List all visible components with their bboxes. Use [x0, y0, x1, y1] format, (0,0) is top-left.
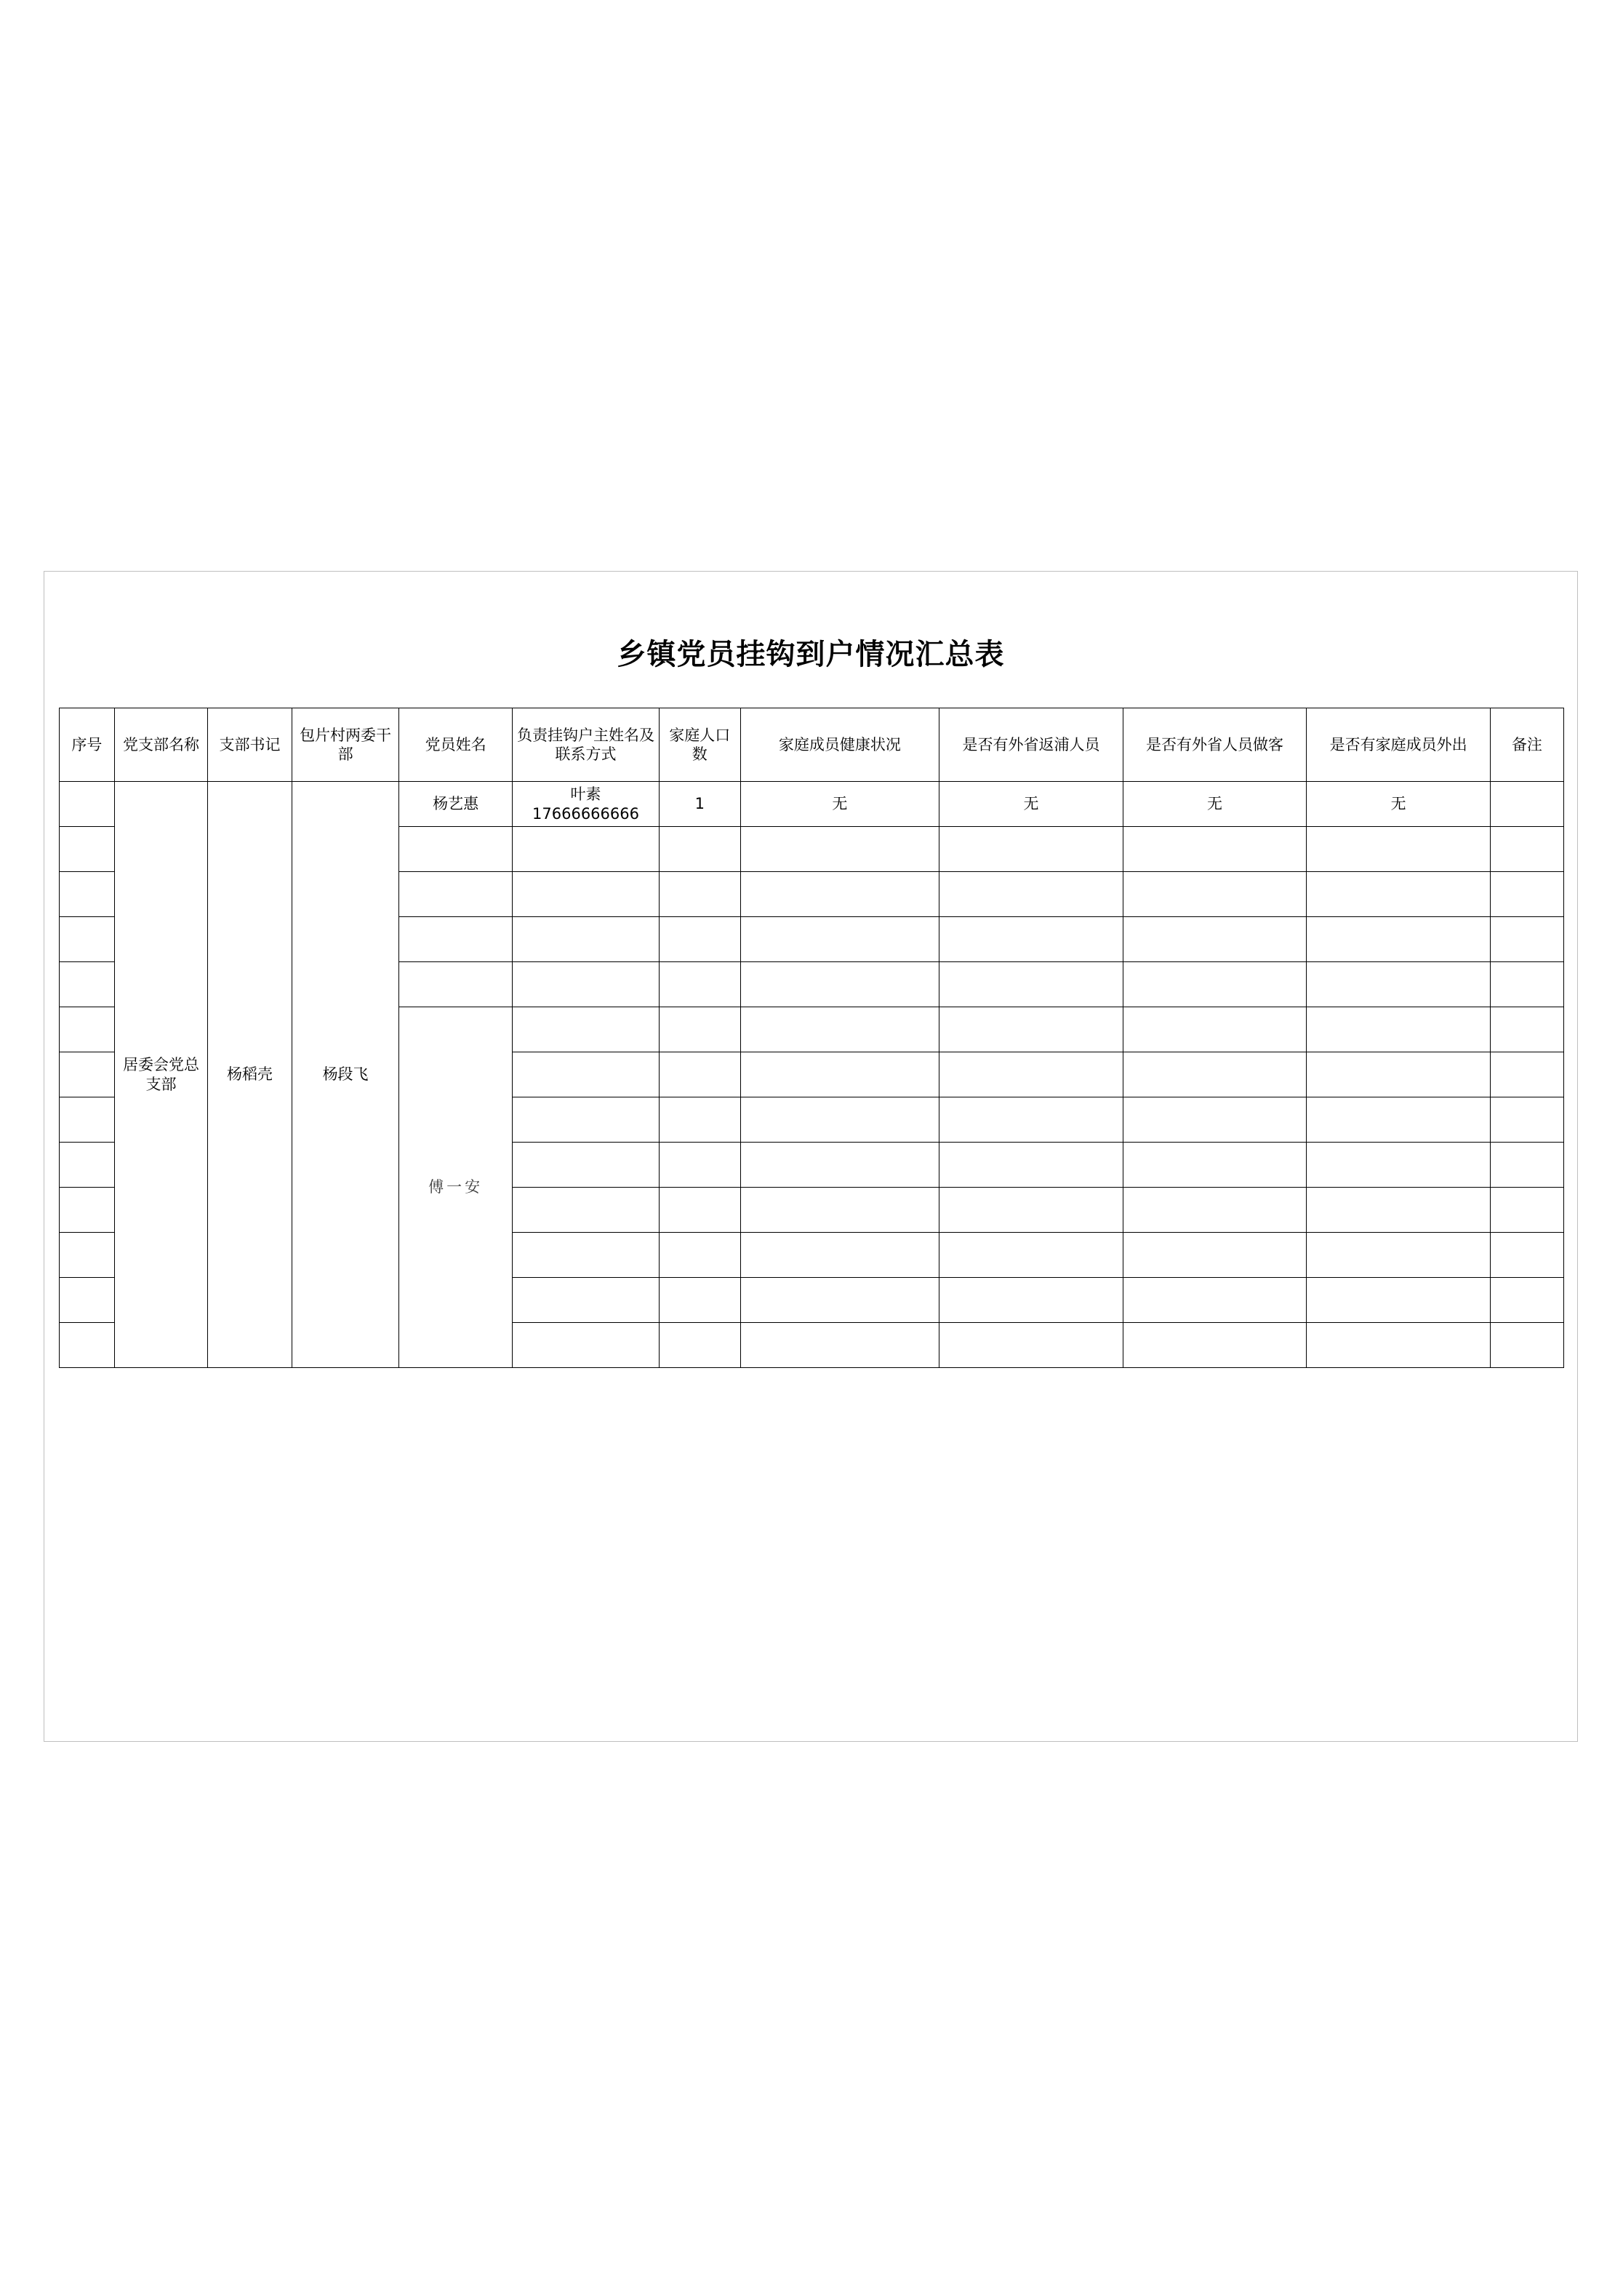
- cell-health: [740, 1052, 939, 1097]
- cell-seq: [60, 1143, 115, 1188]
- cell-members-out: [1307, 1007, 1491, 1052]
- cell-household: [512, 827, 659, 872]
- cell-health: [740, 1233, 939, 1278]
- cell-household-name: 叶素: [570, 785, 601, 804]
- cell-household: [512, 1323, 659, 1368]
- cell-returnees: [939, 1233, 1123, 1278]
- cell-returnees: [939, 1188, 1123, 1233]
- cell-population: [660, 1097, 741, 1143]
- cell-seq: [60, 1278, 115, 1323]
- column-header-population: 家庭人口数: [660, 708, 741, 782]
- column-header-health: 家庭成员健康状况: [740, 708, 939, 782]
- cell-members-out: 无: [1307, 782, 1491, 827]
- cell-returnees: [939, 1007, 1123, 1052]
- cell-population: [660, 872, 741, 917]
- cell-member-name: [399, 962, 513, 1007]
- cell-members-out: [1307, 1233, 1491, 1278]
- cell-members-out: [1307, 1323, 1491, 1368]
- cell-members-out: [1307, 1188, 1491, 1233]
- cell-health: [740, 1097, 939, 1143]
- cell-note: [1490, 1233, 1563, 1278]
- cell-health: [740, 917, 939, 962]
- cell-seq: [60, 1323, 115, 1368]
- cell-secretary: 杨稻壳: [208, 782, 292, 1368]
- cell-household: [512, 962, 659, 1007]
- cell-returnees: [939, 1097, 1123, 1143]
- cell-population: 1: [660, 782, 741, 827]
- cell-note: [1490, 782, 1563, 827]
- column-header-guests: 是否有外省人员做客: [1123, 708, 1307, 782]
- cell-seq: [60, 827, 115, 872]
- cell-note: [1490, 1323, 1563, 1368]
- cell-health: [740, 1007, 939, 1052]
- cell-returnees: [939, 1278, 1123, 1323]
- cell-members-out: [1307, 1278, 1491, 1323]
- cell-household: [512, 1007, 659, 1052]
- cell-household: [512, 1233, 659, 1278]
- cell-household: [512, 872, 659, 917]
- cell-guests: [1123, 1278, 1307, 1323]
- cell-household: [512, 1188, 659, 1233]
- cell-guests: [1123, 1007, 1307, 1052]
- cell-seq: [60, 1097, 115, 1143]
- cell-household: [512, 782, 659, 827]
- cell-population: [660, 1188, 741, 1233]
- column-header-branch-name: 党支部名称: [114, 708, 207, 782]
- cell-health: [740, 872, 939, 917]
- cell-returnees: [939, 1323, 1123, 1368]
- cell-seq: [60, 917, 115, 962]
- cell-members-out: [1307, 1097, 1491, 1143]
- cell-members-out: [1307, 962, 1491, 1007]
- cell-members-out: [1307, 872, 1491, 917]
- cell-member-name: 傅一安: [399, 1007, 513, 1368]
- cell-household: [512, 1278, 659, 1323]
- cell-population: [660, 1323, 741, 1368]
- cell-health: 无: [740, 782, 939, 827]
- document-page: [44, 571, 1578, 1742]
- cell-guests: [1123, 1143, 1307, 1188]
- cell-population: [660, 1143, 741, 1188]
- cell-member-name: [399, 872, 513, 917]
- cell-returnees: 无: [939, 782, 1123, 827]
- cell-returnees: [939, 917, 1123, 962]
- cell-household: [512, 1052, 659, 1097]
- cell-health: [740, 1323, 939, 1368]
- cell-note: [1490, 1007, 1563, 1052]
- column-header-note: 备注: [1490, 708, 1563, 782]
- table-header-row: [60, 708, 1564, 782]
- cell-seq: [60, 962, 115, 1007]
- cell-note: [1490, 962, 1563, 1007]
- cell-guests: [1123, 1323, 1307, 1368]
- cell-population: [660, 1007, 741, 1052]
- column-header-household: 负责挂钩户主姓名及联系方式: [512, 708, 659, 782]
- cell-returnees: [939, 827, 1123, 872]
- cell-guests: 无: [1123, 782, 1307, 827]
- cell-population: [660, 917, 741, 962]
- cell-seq: [60, 872, 115, 917]
- cell-health: [740, 1188, 939, 1233]
- cell-household: [512, 917, 659, 962]
- cell-note: [1490, 872, 1563, 917]
- cell-population: [660, 1278, 741, 1323]
- cell-note: [1490, 917, 1563, 962]
- cell-seq: [60, 1007, 115, 1052]
- cell-members-out: [1307, 917, 1491, 962]
- cell-health: [740, 962, 939, 1007]
- cell-seq: [60, 1052, 115, 1097]
- cell-branch-name: 居委会党总支部: [114, 782, 207, 1368]
- cell-note: [1490, 1052, 1563, 1097]
- cell-seq: [60, 1233, 115, 1278]
- cell-population: [660, 1052, 741, 1097]
- cell-returnees: [939, 1143, 1123, 1188]
- cell-members-out: [1307, 1052, 1491, 1097]
- cell-guests: [1123, 1052, 1307, 1097]
- cell-health: [740, 1278, 939, 1323]
- summary-table: [59, 708, 1564, 1368]
- cell-cadre: 杨段飞: [292, 782, 398, 1368]
- column-header-cadre: 包片村两委干部: [292, 708, 398, 782]
- cell-household: [512, 1097, 659, 1143]
- cell-note: [1490, 1278, 1563, 1323]
- cell-guests: [1123, 1233, 1307, 1278]
- column-header-returnees: 是否有外省返浦人员: [939, 708, 1123, 782]
- table-container: [59, 708, 1563, 1368]
- cell-member-name: [399, 917, 513, 962]
- cell-population: [660, 962, 741, 1007]
- column-header-member-name: 党员姓名: [399, 708, 513, 782]
- cell-seq: [60, 1188, 115, 1233]
- cell-guests: [1123, 1097, 1307, 1143]
- cell-note: [1490, 1097, 1563, 1143]
- cell-member-name: [399, 827, 513, 872]
- cell-health: [740, 1143, 939, 1188]
- page-title: 乡镇党员挂钩到户情况汇总表: [617, 638, 1005, 671]
- cell-note: [1490, 1188, 1563, 1233]
- column-header-members-out: 是否有家庭成员外出: [1307, 708, 1491, 782]
- cell-note: [1490, 827, 1563, 872]
- cell-member-name: 杨艺惠: [399, 782, 513, 827]
- cell-household-phone: 17666666666: [532, 804, 639, 823]
- table-row: [60, 782, 1564, 827]
- cell-population: [660, 1233, 741, 1278]
- cell-members-out: [1307, 1143, 1491, 1188]
- cell-guests: [1123, 962, 1307, 1007]
- cell-members-out: [1307, 827, 1491, 872]
- cell-returnees: [939, 872, 1123, 917]
- column-header-seq: 序号: [60, 708, 115, 782]
- cell-health: [740, 827, 939, 872]
- cell-returnees: [939, 1052, 1123, 1097]
- column-header-secretary: 支部书记: [208, 708, 292, 782]
- cell-population: [660, 827, 741, 872]
- cell-guests: [1123, 827, 1307, 872]
- cell-seq: [60, 782, 115, 827]
- cell-guests: [1123, 1188, 1307, 1233]
- cell-guests: [1123, 872, 1307, 917]
- cell-returnees: [939, 962, 1123, 1007]
- cell-household: [512, 1143, 659, 1188]
- cell-note: [1490, 1143, 1563, 1188]
- cell-guests: [1123, 917, 1307, 962]
